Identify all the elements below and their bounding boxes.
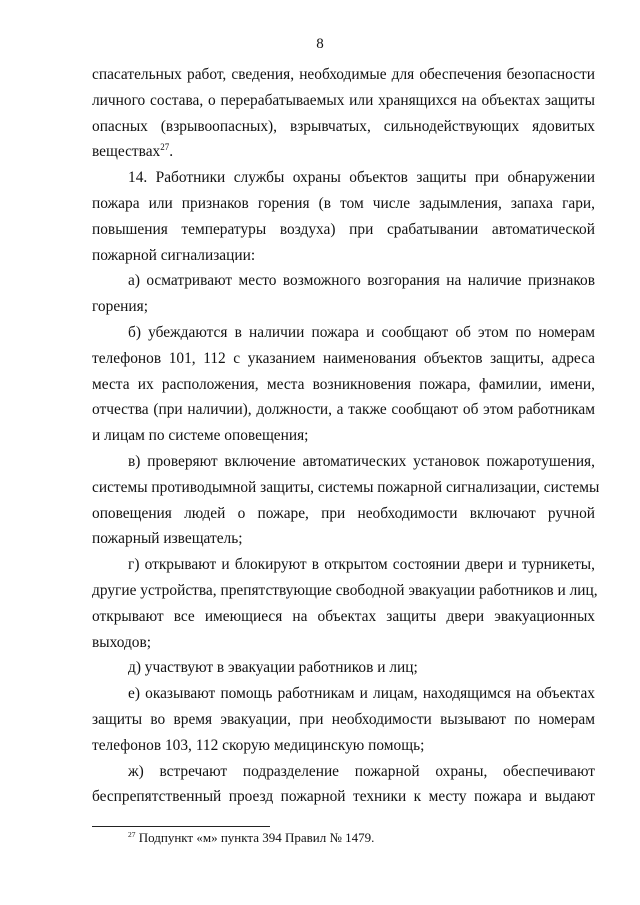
text-line: е) оказывают помощь работникам и лицам, находящимся на объектах [128, 685, 595, 703]
text-line: спасательных работ, сведения, необходимые для обеспечения безопасности [92, 66, 595, 83]
text-line: телефонов 101, 112 с указанием наименования объектов защиты, адреса [92, 349, 595, 367]
text-line: д) участвуют в эвакуации работников и лиц; [128, 659, 418, 677]
text-line: опасных (взрывоопасных), взрывчатых, сильнодействующих ядовитых [92, 117, 595, 135]
text-line: горения; [92, 298, 148, 316]
text-line: беспрепятственный проезд пожарной техники к месту пожара и выдают [92, 788, 595, 806]
text-line: отчества (при наличии), должности, а также сообщают об этом работникам [92, 401, 595, 419]
text-line: б) убеждаются в наличии пожара и сообщают об этом по номерам [128, 323, 595, 341]
text-line: места их расположения, места возникновения пожара, фамилии, имени, [92, 375, 595, 393]
text-line: веществах$^{27}$. [92, 142, 174, 161]
text-line: а) осматривают место возможного возгорания на наличие признаков [128, 272, 595, 290]
text-line: системы противодымной защиты, системы пожарной сигнализации, системы [92, 478, 600, 496]
text-line: выходов; [92, 633, 152, 651]
text-line: личного состава, о перерабатываемых или хранящихся на объектах защиты [92, 91, 595, 109]
text-fragment: веществах [92, 143, 161, 161]
footnote-text: Подпункт «м» пункта 394 Правил № 1479. [135, 830, 375, 845]
page-number: 8 [316, 36, 324, 52]
footnote [128, 830, 374, 846]
text-line: г) открывают и блокируют в открытом состоянии двери и турникеты, [128, 556, 595, 574]
text-line: пожарный извещатель; [92, 530, 243, 548]
text-line: и лицам по системе оповещения; [92, 427, 309, 445]
text-line: 14. Работники службы охраны объектов защиты при обнаружении [128, 169, 595, 187]
text-line: пожарной сигнализации: [92, 246, 256, 264]
text-line: защиты во время эвакуации, при необходимости вызывают по номерам [92, 710, 595, 728]
body-text [92, 62, 600, 810]
text-line: ж) встречают подразделение пожарной охраны, обеспечивают [128, 762, 595, 780]
text-line: пожара или признаков горения (в том числе задымления, запаха гари, [92, 194, 595, 212]
footnote-mark: 27 [128, 830, 136, 839]
text-line: оповещения людей о пожаре, при необходимости включают ручной [92, 504, 595, 522]
text-line: повышения температуры воздуха) при срабатывании автоматической [92, 220, 595, 238]
text-line: другие устройства, препятствующие свободной эвакуации работников и лиц, [92, 581, 598, 599]
footnote-reference: 27 [160, 142, 170, 153]
text-line: телефонов 103, 112 скорую медицинскую помощь; [92, 736, 425, 754]
footnote-divider [92, 826, 270, 827]
text-line: в) проверяют включение автоматических установок пожаротушения, [128, 452, 595, 470]
text-line: открывают все имеющиеся на объектах защиты двери эвакуационных [92, 607, 595, 625]
